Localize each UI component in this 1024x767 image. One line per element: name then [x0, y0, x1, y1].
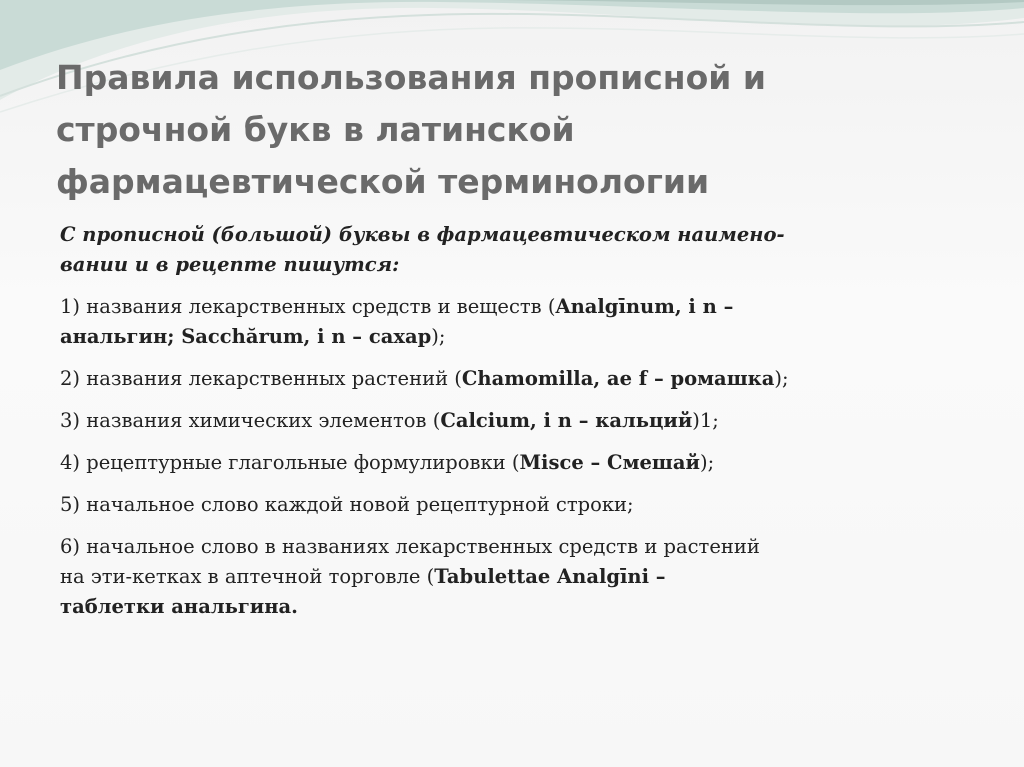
- item-6-text: на эти-кетках в аптечной торговле (: [60, 565, 435, 588]
- item-4-end: );: [699, 451, 715, 474]
- list-item-5: [60, 490, 980, 520]
- item-4-term: Misce – Смешай: [519, 451, 700, 474]
- item-1-term-cont: анальгин; Sacchărum, i n – сахар: [60, 325, 432, 348]
- list-item-3: [60, 406, 980, 436]
- item-1-term: Analgīnum, i n –: [555, 295, 734, 318]
- slide-body: [60, 220, 980, 634]
- intro-line-1: С прописной (большой) буквы в фармацевтическом наимено-: [60, 223, 785, 246]
- item-1-end: );: [431, 325, 446, 348]
- item-3-term: Calcium, i n – кальций: [440, 409, 693, 432]
- list-item-1: [60, 292, 980, 352]
- item-6-line-1: 6) начальное слово в названиях лекарственных средств и растений: [60, 535, 760, 558]
- item-1-text: 1) названия лекарственных средств и веществ (: [60, 295, 556, 318]
- item-2-term: Chamomilla, ae f – ромашка: [461, 367, 775, 390]
- list-item-4: [60, 448, 980, 478]
- list-item-2: [60, 364, 980, 394]
- title-line-2: строчной букв в латинской: [56, 110, 575, 149]
- item-2-end: );: [774, 367, 789, 390]
- item-3-text: 3) названия химических элементов (: [60, 409, 441, 432]
- title-line-1: Правила использования прописной и: [56, 58, 767, 97]
- title-line-3: фармацевтической терминологии: [56, 162, 710, 201]
- list-item-6: [60, 532, 980, 622]
- slide-title: [56, 52, 956, 208]
- item-6-term-cont: таблетки анальгина.: [60, 595, 298, 618]
- item-2-text: 2) названия лекарственных растений (: [60, 367, 462, 390]
- item-3-end: )1;: [692, 409, 719, 432]
- intro-line-2: вании и в рецепте пишутся:: [60, 253, 400, 276]
- item-4-text: 4) рецептурные глагольные формулировки (: [60, 451, 520, 474]
- item-5-text: 5) начальное слово каждой новой рецептурной строки;: [60, 493, 634, 516]
- item-6-term: Tabulettae Analgīni –: [434, 565, 666, 588]
- intro-paragraph: [60, 220, 980, 280]
